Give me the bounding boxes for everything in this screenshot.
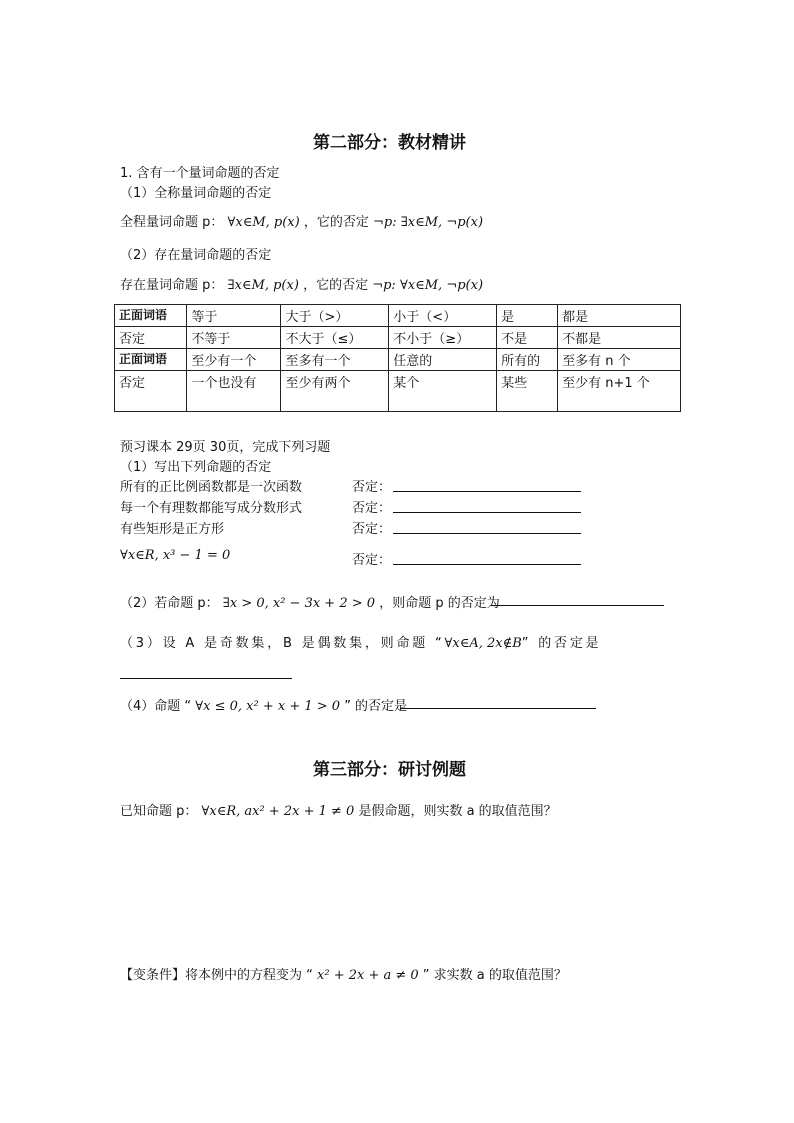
q4-prefix: （4）命题 “	[120, 699, 192, 714]
answer-blank-3[interactable]	[393, 533, 581, 534]
q2-line	[120, 592, 500, 611]
table-cell: 某些	[497, 371, 558, 412]
q2-suffix: ，则命题 p 的否定为	[379, 596, 500, 611]
example-math: ∀x∈R, ax² + 2x + 1 ≠ 0	[201, 804, 355, 819]
existential-mid: ，它的否定	[303, 278, 369, 293]
quantifier-table	[114, 304, 681, 412]
q3-answer-blank[interactable]	[120, 678, 292, 679]
q2-prefix: （2）若命题 p：	[120, 596, 219, 611]
table-cell: 至多有一个	[281, 349, 389, 371]
table-cell: 至少有一个	[187, 349, 281, 371]
universal-line	[120, 211, 483, 230]
universal-negation: ¬p: ∃x∈M, ¬p(x)	[373, 215, 484, 230]
table-cell: 正面词语	[115, 305, 187, 327]
table-cell: 某个	[389, 371, 497, 412]
table-cell: 不小于（≥）	[389, 327, 497, 349]
negation-label-4: 否定：	[352, 553, 392, 568]
table-cell: 不等于	[187, 327, 281, 349]
preview-intro: 预习课本 29页 30页，完成下列习题	[120, 440, 331, 455]
universal-mid: ，它的否定	[303, 215, 369, 230]
table-cell: 任意的	[389, 349, 497, 371]
table-row	[115, 349, 681, 371]
table-cell: 至少有 n+1 个	[558, 371, 681, 412]
example-suffix: 是假命题，则实数 a 的取值范围？	[358, 804, 557, 819]
table-row	[115, 371, 681, 412]
statement-4: ∀x∈R, x³ − 1 = 0	[120, 548, 231, 563]
variant-suffix: ” 求实数 a 的取值范围？	[422, 968, 567, 983]
example-prefix: 已知命题 p：	[120, 804, 198, 819]
q3-math: ∀x∈A, 2x∉B	[444, 636, 522, 651]
q3-prefix: （3）设 A 是奇数集，B 是偶数集，则命题 “	[120, 636, 445, 651]
variant-math: x² + 2x + a ≠ 0	[317, 968, 419, 983]
q1-heading: （1）写出下列命题的否定	[120, 460, 272, 475]
existential-statement: ∃x∈M, p(x)	[227, 278, 299, 293]
sub2-heading: （2）存在量词命题的否定	[120, 248, 272, 263]
negation-label-2: 否定：	[352, 501, 392, 516]
variant-prefix: 【变条件】将本例中的方程变为 “	[120, 968, 313, 983]
table-cell: 都是	[558, 305, 681, 327]
negation-label-1: 否定：	[352, 480, 392, 495]
item1-heading: 1. 含有一个量词命题的否定	[120, 166, 280, 181]
q2-answer-blank[interactable]	[491, 605, 664, 606]
q4-math: ∀x ≤ 0, x² + x + 1 > 0	[195, 699, 341, 714]
table-cell: 不都是	[558, 327, 681, 349]
variant-line	[120, 964, 567, 983]
table-cell: 小于（<）	[389, 305, 497, 327]
table-cell: 正面词语	[115, 349, 187, 371]
answer-blank-1[interactable]	[393, 491, 581, 492]
sub1-heading: （1）全称量词命题的否定	[120, 186, 272, 201]
q3-suffix: ” 的否定是	[521, 636, 602, 651]
q4-suffix: ” 的否定是	[344, 699, 408, 714]
q4-answer-blank[interactable]	[400, 708, 596, 709]
section2-title: 第二部分：教材精讲	[313, 133, 466, 153]
table-cell: 大于（>）	[281, 305, 389, 327]
negation-label-3: 否定：	[352, 522, 392, 537]
section3-title: 第三部分：研讨例题	[313, 760, 466, 780]
table-cell: 一个也没有	[187, 371, 281, 412]
answer-blank-4[interactable]	[393, 564, 581, 565]
table-cell: 至多有 n 个	[558, 349, 681, 371]
q3-line	[120, 632, 675, 651]
table-cell: 所有的	[497, 349, 558, 371]
table-row	[115, 305, 681, 327]
existential-prefix: 存在量词命题 p：	[120, 278, 224, 293]
universal-prefix: 全程量词命题 p：	[120, 215, 224, 230]
table-cell: 否定	[115, 371, 187, 412]
q2-math: ∃x > 0, x² − 3x + 2 > 0	[222, 596, 376, 611]
table-cell: 至少有两个	[281, 371, 389, 412]
statement-2: 每一个有理数都能写成分数形式	[120, 501, 303, 516]
existential-negation: ¬p: ∀x∈M, ¬p(x)	[372, 278, 484, 293]
table-cell: 等于	[187, 305, 281, 327]
existential-line	[120, 274, 483, 293]
statement-3: 有些矩形是正方形	[120, 522, 225, 537]
example-line	[120, 800, 557, 819]
table-cell: 不大于（≤）	[281, 327, 389, 349]
statement-1: 所有的正比例函数都是一次函数	[120, 480, 303, 495]
q4-line	[120, 695, 407, 714]
table-cell: 不是	[497, 327, 558, 349]
table-cell: 是	[497, 305, 558, 327]
table-cell: 否定	[115, 327, 187, 349]
universal-statement: ∀x∈M, p(x)	[227, 215, 300, 230]
answer-blank-2[interactable]	[393, 512, 581, 513]
table-row	[115, 327, 681, 349]
